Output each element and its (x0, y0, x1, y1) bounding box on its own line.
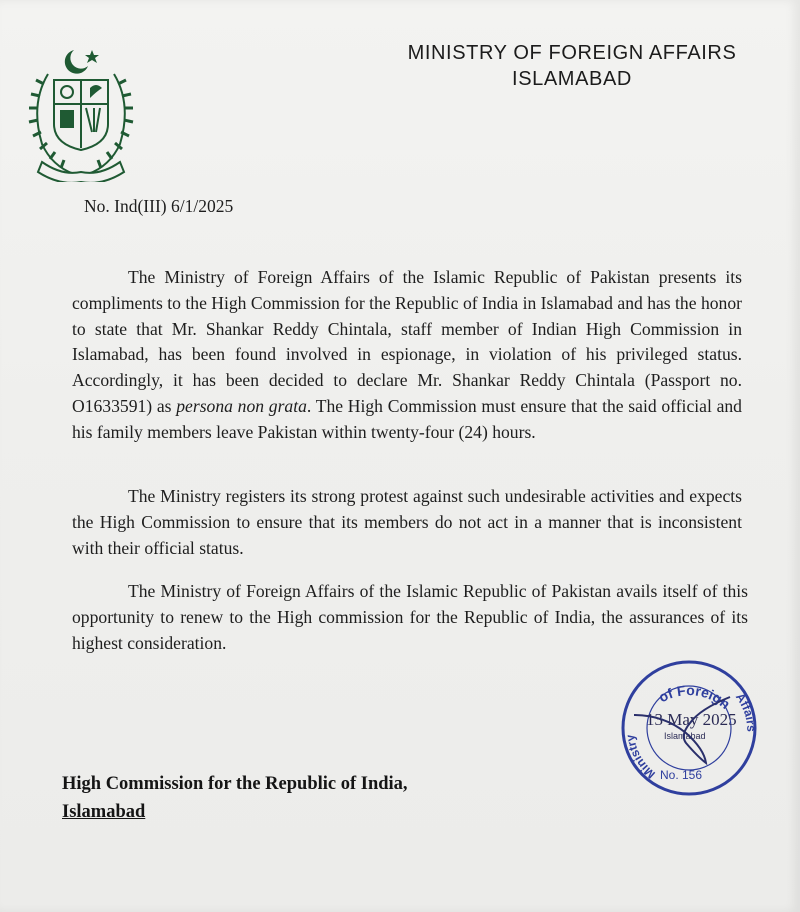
paragraph-protest: The Ministry registers its strong protest against such undesirable activities and expects the High Commission to ensure that its members do not act in a manner that is inconsistent with their official status. (72, 486, 742, 558)
paragraph-closing: The Ministry of Foreign Affairs of the Islamic Republic of Pakistan avails itself of this opportunity to renew to the High commission for the Republic of India, the assurances of its highest consideration. (72, 581, 748, 653)
paragraph-declaration-text-1: The Ministry of Foreign Affairs of the Islamic Republic of Pakistan presents its compliments to the High Commission for the Republic of India in Islamabad and has the honor to state that Mr. Shankar Reddy Chintala, staff member of Indian High Commission in Islamabad, has been found involved in espionage, in violation of his privileged status. Accordingly, it has been decided to declare Mr. Shankar Reddy Chintala (Passport no. O1633591) as (72, 267, 742, 416)
addressee-block (62, 770, 408, 826)
ministry-stamp (616, 655, 762, 801)
stamp-place: Islamabad (664, 731, 706, 741)
addressee-name: High Commission for the Republic of India, (62, 774, 408, 794)
ministry-name: MINISTRY OF FOREIGN AFFAIRS (407, 42, 737, 64)
stamp-text-left: Ministry (622, 733, 658, 782)
stamp-number: No. 156 (660, 768, 703, 782)
stamp-date: 13 May 2025 (646, 710, 737, 729)
stamp-text-right: Affairs (732, 690, 759, 733)
ministry-heading (372, 40, 772, 92)
paragraph-declaration-text-2: . The High Commission must ensure that the said official and his family members leave Pakistan within twenty-four (24) hours. (72, 395, 742, 442)
addressee-city: Islamabad (62, 802, 146, 822)
stamp-text-top: of Foreign (655, 682, 734, 712)
persona-non-grata-term: persona non grata (176, 395, 307, 416)
paragraph-declaration (72, 265, 742, 446)
state-emblem-icon (20, 44, 142, 182)
reference-number: No. Ind(III) 6/1/2025 (84, 196, 234, 216)
ministry-city: ISLAMABAD (512, 68, 632, 90)
signature-icon (634, 697, 730, 763)
